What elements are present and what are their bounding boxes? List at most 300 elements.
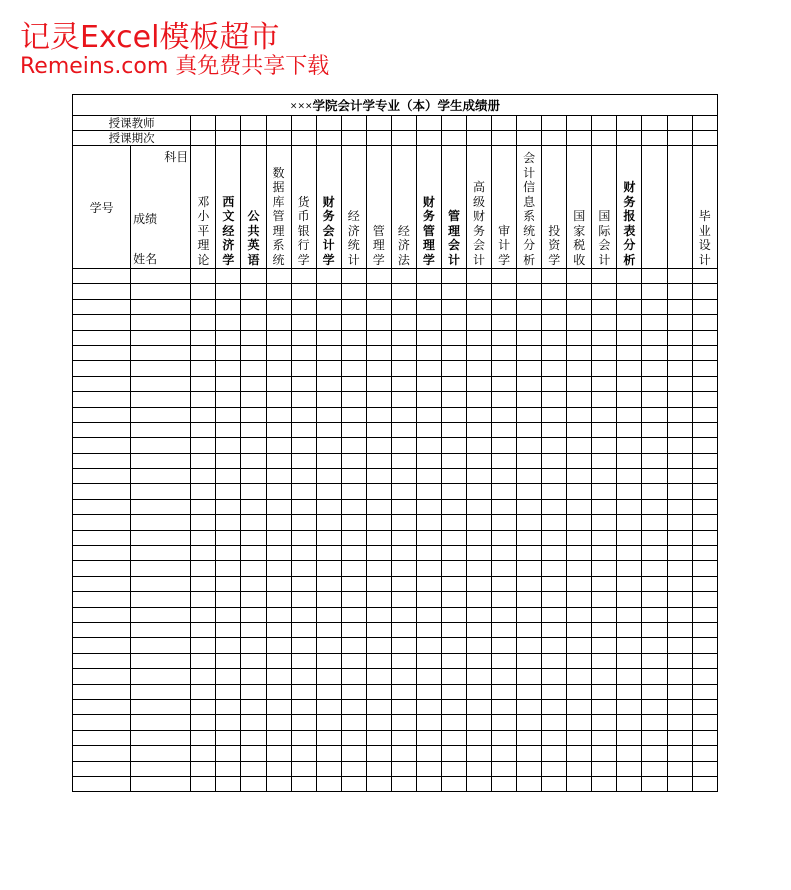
grid-cell[interactable] xyxy=(291,607,316,622)
grid-cell[interactable] xyxy=(73,761,131,776)
grid-cell[interactable] xyxy=(316,669,341,684)
grid-cell[interactable] xyxy=(416,653,441,668)
grid-cell[interactable] xyxy=(617,653,642,668)
grid-cell[interactable] xyxy=(341,484,366,499)
grid-cell[interactable] xyxy=(642,315,667,330)
grid-cell[interactable] xyxy=(191,638,216,653)
grid-cell[interactable] xyxy=(391,484,416,499)
grid-cell[interactable] xyxy=(291,453,316,468)
grid-cell[interactable] xyxy=(517,116,542,131)
grid-cell[interactable] xyxy=(391,638,416,653)
grid-cell[interactable] xyxy=(291,638,316,653)
grid-cell[interactable] xyxy=(266,499,291,514)
grid-cell[interactable] xyxy=(692,730,717,745)
grid-cell[interactable] xyxy=(667,546,692,561)
grid-cell[interactable] xyxy=(492,669,517,684)
grid-cell[interactable] xyxy=(692,669,717,684)
grid-cell[interactable] xyxy=(592,499,617,514)
grid-cell[interactable] xyxy=(73,699,131,714)
grid-cell[interactable] xyxy=(391,422,416,437)
grid-cell[interactable] xyxy=(416,376,441,391)
grid-cell[interactable] xyxy=(667,730,692,745)
grid-cell[interactable] xyxy=(492,576,517,591)
grid-cell[interactable] xyxy=(542,299,567,314)
grid-cell[interactable] xyxy=(341,546,366,561)
grid-cell[interactable] xyxy=(131,592,191,607)
grid-cell[interactable] xyxy=(291,330,316,345)
grid-cell[interactable] xyxy=(416,576,441,591)
grid-cell[interactable] xyxy=(617,484,642,499)
grid-cell[interactable] xyxy=(617,422,642,437)
grid-cell[interactable] xyxy=(692,592,717,607)
grid-cell[interactable] xyxy=(366,269,391,284)
grid-cell[interactable] xyxy=(73,269,131,284)
grid-cell[interactable] xyxy=(366,592,391,607)
grid-cell[interactable] xyxy=(391,453,416,468)
grid-cell[interactable] xyxy=(517,561,542,576)
grid-cell[interactable] xyxy=(391,699,416,714)
grid-cell[interactable] xyxy=(492,638,517,653)
grid-cell[interactable] xyxy=(291,392,316,407)
grid-cell[interactable] xyxy=(416,299,441,314)
grid-cell[interactable] xyxy=(316,592,341,607)
grid-cell[interactable] xyxy=(266,746,291,761)
grid-cell[interactable] xyxy=(517,315,542,330)
grid-cell[interactable] xyxy=(642,622,667,637)
grid-cell[interactable] xyxy=(391,669,416,684)
grid-cell[interactable] xyxy=(517,669,542,684)
grid-cell[interactable] xyxy=(341,438,366,453)
grid-cell[interactable] xyxy=(266,607,291,622)
grid-cell[interactable] xyxy=(391,392,416,407)
grid-cell[interactable] xyxy=(241,392,266,407)
grid-cell[interactable] xyxy=(416,715,441,730)
grid-cell[interactable] xyxy=(592,530,617,545)
grid-cell[interactable] xyxy=(492,684,517,699)
grid-cell[interactable] xyxy=(542,653,567,668)
grid-cell[interactable] xyxy=(266,699,291,714)
grid-cell[interactable] xyxy=(592,561,617,576)
grid-cell[interactable] xyxy=(692,515,717,530)
grid-cell[interactable] xyxy=(216,576,241,591)
grid-cell[interactable] xyxy=(617,546,642,561)
grid-cell[interactable] xyxy=(617,438,642,453)
grid-cell[interactable] xyxy=(341,469,366,484)
grid-cell[interactable] xyxy=(191,561,216,576)
grid-cell[interactable] xyxy=(391,546,416,561)
grid-cell[interactable] xyxy=(131,684,191,699)
grid-cell[interactable] xyxy=(416,269,441,284)
grid-cell[interactable] xyxy=(316,546,341,561)
grid-cell[interactable] xyxy=(467,438,492,453)
grid-cell[interactable] xyxy=(216,546,241,561)
grid-cell[interactable] xyxy=(592,699,617,714)
grid-cell[interactable] xyxy=(266,776,291,791)
grid-cell[interactable] xyxy=(467,592,492,607)
grid-cell[interactable] xyxy=(592,622,617,637)
grid-cell[interactable] xyxy=(416,607,441,622)
grid-cell[interactable] xyxy=(241,730,266,745)
grid-cell[interactable] xyxy=(366,284,391,299)
grid-cell[interactable] xyxy=(216,361,241,376)
grid-cell[interactable] xyxy=(667,699,692,714)
grid-cell[interactable] xyxy=(341,330,366,345)
grid-cell[interactable] xyxy=(241,361,266,376)
grid-cell[interactable] xyxy=(73,422,131,437)
grid-cell[interactable] xyxy=(642,116,667,131)
grid-cell[interactable] xyxy=(216,469,241,484)
grid-cell[interactable] xyxy=(467,499,492,514)
grid-cell[interactable] xyxy=(131,546,191,561)
grid-cell[interactable] xyxy=(592,453,617,468)
grid-cell[interactable] xyxy=(642,746,667,761)
grid-cell[interactable] xyxy=(692,622,717,637)
grid-cell[interactable] xyxy=(467,530,492,545)
grid-cell[interactable] xyxy=(592,684,617,699)
grid-cell[interactable] xyxy=(316,699,341,714)
grid-cell[interactable] xyxy=(391,345,416,360)
grid-cell[interactable] xyxy=(341,269,366,284)
grid-cell[interactable] xyxy=(216,269,241,284)
grid-cell[interactable] xyxy=(391,730,416,745)
grid-cell[interactable] xyxy=(416,392,441,407)
grid-cell[interactable] xyxy=(216,684,241,699)
grid-cell[interactable] xyxy=(266,653,291,668)
grid-cell[interactable] xyxy=(492,422,517,437)
grid-cell[interactable] xyxy=(642,638,667,653)
grid-cell[interactable] xyxy=(467,315,492,330)
grid-cell[interactable] xyxy=(441,546,466,561)
grid-cell[interactable] xyxy=(131,653,191,668)
grid-cell[interactable] xyxy=(391,284,416,299)
grid-cell[interactable] xyxy=(241,131,266,146)
grid-cell[interactable] xyxy=(131,607,191,622)
grid-cell[interactable] xyxy=(567,576,592,591)
grid-cell[interactable] xyxy=(216,284,241,299)
grid-cell[interactable] xyxy=(191,422,216,437)
grid-cell[interactable] xyxy=(441,392,466,407)
grid-cell[interactable] xyxy=(366,638,391,653)
grid-cell[interactable] xyxy=(73,730,131,745)
grid-cell[interactable] xyxy=(291,345,316,360)
grid-cell[interactable] xyxy=(517,422,542,437)
grid-cell[interactable] xyxy=(642,453,667,468)
grid-cell[interactable] xyxy=(692,376,717,391)
grid-cell[interactable] xyxy=(642,515,667,530)
grid-cell[interactable] xyxy=(391,622,416,637)
grid-cell[interactable] xyxy=(191,345,216,360)
grid-cell[interactable] xyxy=(692,116,717,131)
grid-cell[interactable] xyxy=(592,653,617,668)
grid-cell[interactable] xyxy=(291,699,316,714)
grid-cell[interactable] xyxy=(492,746,517,761)
grid-cell[interactable] xyxy=(667,622,692,637)
grid-cell[interactable] xyxy=(416,546,441,561)
grid-cell[interactable] xyxy=(492,376,517,391)
grid-cell[interactable] xyxy=(216,484,241,499)
grid-cell[interactable] xyxy=(517,546,542,561)
grid-cell[interactable] xyxy=(291,622,316,637)
grid-cell[interactable] xyxy=(567,438,592,453)
grid-cell[interactable] xyxy=(241,284,266,299)
grid-cell[interactable] xyxy=(191,730,216,745)
grid-cell[interactable] xyxy=(642,530,667,545)
grid-cell[interactable] xyxy=(492,653,517,668)
grid-cell[interactable] xyxy=(692,330,717,345)
grid-cell[interactable] xyxy=(416,330,441,345)
grid-cell[interactable] xyxy=(517,438,542,453)
grid-cell[interactable] xyxy=(266,299,291,314)
grid-cell[interactable] xyxy=(241,546,266,561)
grid-cell[interactable] xyxy=(567,422,592,437)
grid-cell[interactable] xyxy=(667,592,692,607)
grid-cell[interactable] xyxy=(642,376,667,391)
grid-cell[interactable] xyxy=(131,484,191,499)
grid-cell[interactable] xyxy=(692,776,717,791)
grid-cell[interactable] xyxy=(441,453,466,468)
grid-cell[interactable] xyxy=(316,345,341,360)
grid-cell[interactable] xyxy=(416,453,441,468)
grid-cell[interactable] xyxy=(492,330,517,345)
grid-cell[interactable] xyxy=(266,116,291,131)
grid-cell[interactable] xyxy=(416,515,441,530)
grid-cell[interactable] xyxy=(266,453,291,468)
grid-cell[interactable] xyxy=(416,776,441,791)
grid-cell[interactable] xyxy=(391,269,416,284)
grid-cell[interactable] xyxy=(241,345,266,360)
grid-cell[interactable] xyxy=(617,315,642,330)
grid-cell[interactable] xyxy=(266,376,291,391)
grid-cell[interactable] xyxy=(517,746,542,761)
grid-cell[interactable] xyxy=(441,330,466,345)
grid-cell[interactable] xyxy=(341,746,366,761)
grid-cell[interactable] xyxy=(73,345,131,360)
grid-cell[interactable] xyxy=(567,131,592,146)
grid-cell[interactable] xyxy=(73,469,131,484)
grid-cell[interactable] xyxy=(131,699,191,714)
grid-cell[interactable] xyxy=(467,730,492,745)
grid-cell[interactable] xyxy=(291,592,316,607)
grid-cell[interactable] xyxy=(291,284,316,299)
grid-cell[interactable] xyxy=(341,576,366,591)
grid-cell[interactable] xyxy=(216,131,241,146)
grid-cell[interactable] xyxy=(467,715,492,730)
grid-cell[interactable] xyxy=(642,407,667,422)
grid-cell[interactable] xyxy=(642,484,667,499)
grid-cell[interactable] xyxy=(241,592,266,607)
grid-cell[interactable] xyxy=(416,684,441,699)
grid-cell[interactable] xyxy=(191,530,216,545)
grid-cell[interactable] xyxy=(617,376,642,391)
grid-cell[interactable] xyxy=(416,530,441,545)
grid-cell[interactable] xyxy=(241,315,266,330)
grid-cell[interactable] xyxy=(266,715,291,730)
grid-cell[interactable] xyxy=(441,746,466,761)
grid-cell[interactable] xyxy=(692,761,717,776)
grid-cell[interactable] xyxy=(416,499,441,514)
grid-cell[interactable] xyxy=(416,699,441,714)
grid-cell[interactable] xyxy=(241,515,266,530)
grid-cell[interactable] xyxy=(467,299,492,314)
grid-cell[interactable] xyxy=(492,592,517,607)
grid-cell[interactable] xyxy=(542,515,567,530)
grid-cell[interactable] xyxy=(366,116,391,131)
grid-cell[interactable] xyxy=(241,299,266,314)
grid-cell[interactable] xyxy=(592,607,617,622)
grid-cell[interactable] xyxy=(266,730,291,745)
grid-cell[interactable] xyxy=(291,761,316,776)
grid-cell[interactable] xyxy=(266,546,291,561)
grid-cell[interactable] xyxy=(73,438,131,453)
grid-cell[interactable] xyxy=(592,746,617,761)
grid-cell[interactable] xyxy=(467,345,492,360)
grid-cell[interactable] xyxy=(441,761,466,776)
grid-cell[interactable] xyxy=(191,116,216,131)
grid-cell[interactable] xyxy=(467,761,492,776)
grid-cell[interactable] xyxy=(592,131,617,146)
grid-cell[interactable] xyxy=(542,438,567,453)
grid-cell[interactable] xyxy=(131,561,191,576)
grid-cell[interactable] xyxy=(416,131,441,146)
grid-cell[interactable] xyxy=(366,746,391,761)
grid-cell[interactable] xyxy=(692,607,717,622)
grid-cell[interactable] xyxy=(441,515,466,530)
grid-cell[interactable] xyxy=(441,715,466,730)
grid-cell[interactable] xyxy=(216,407,241,422)
grid-cell[interactable] xyxy=(517,699,542,714)
grid-cell[interactable] xyxy=(73,653,131,668)
grid-cell[interactable] xyxy=(441,653,466,668)
grid-cell[interactable] xyxy=(567,592,592,607)
grid-cell[interactable] xyxy=(542,622,567,637)
grid-cell[interactable] xyxy=(667,638,692,653)
grid-cell[interactable] xyxy=(542,576,567,591)
grid-cell[interactable] xyxy=(366,684,391,699)
grid-cell[interactable] xyxy=(341,422,366,437)
grid-cell[interactable] xyxy=(667,515,692,530)
grid-cell[interactable] xyxy=(441,315,466,330)
grid-cell[interactable] xyxy=(131,761,191,776)
grid-cell[interactable] xyxy=(316,284,341,299)
grid-cell[interactable] xyxy=(266,330,291,345)
grid-cell[interactable] xyxy=(517,345,542,360)
grid-cell[interactable] xyxy=(667,407,692,422)
grid-cell[interactable] xyxy=(642,730,667,745)
grid-cell[interactable] xyxy=(131,299,191,314)
grid-cell[interactable] xyxy=(341,530,366,545)
grid-cell[interactable] xyxy=(492,561,517,576)
grid-cell[interactable] xyxy=(241,376,266,391)
grid-cell[interactable] xyxy=(667,361,692,376)
grid-cell[interactable] xyxy=(617,561,642,576)
grid-cell[interactable] xyxy=(441,284,466,299)
grid-cell[interactable] xyxy=(642,422,667,437)
grid-cell[interactable] xyxy=(517,376,542,391)
grid-cell[interactable] xyxy=(592,315,617,330)
grid-cell[interactable] xyxy=(191,361,216,376)
grid-cell[interactable] xyxy=(542,746,567,761)
grid-cell[interactable] xyxy=(692,438,717,453)
grid-cell[interactable] xyxy=(366,330,391,345)
grid-cell[interactable] xyxy=(131,407,191,422)
grid-cell[interactable] xyxy=(441,345,466,360)
grid-cell[interactable] xyxy=(366,131,391,146)
grid-cell[interactable] xyxy=(266,622,291,637)
grid-cell[interactable] xyxy=(291,715,316,730)
grid-cell[interactable] xyxy=(517,592,542,607)
grid-cell[interactable] xyxy=(131,469,191,484)
grid-cell[interactable] xyxy=(316,684,341,699)
grid-cell[interactable] xyxy=(316,761,341,776)
grid-cell[interactable] xyxy=(266,392,291,407)
grid-cell[interactable] xyxy=(617,515,642,530)
grid-cell[interactable] xyxy=(416,361,441,376)
grid-cell[interactable] xyxy=(391,299,416,314)
grid-cell[interactable] xyxy=(692,561,717,576)
grid-cell[interactable] xyxy=(667,131,692,146)
grid-cell[interactable] xyxy=(241,669,266,684)
grid-cell[interactable] xyxy=(692,576,717,591)
grid-cell[interactable] xyxy=(266,469,291,484)
grid-cell[interactable] xyxy=(191,269,216,284)
grid-cell[interactable] xyxy=(416,438,441,453)
grid-cell[interactable] xyxy=(191,284,216,299)
grid-cell[interactable] xyxy=(216,638,241,653)
grid-cell[interactable] xyxy=(191,576,216,591)
grid-cell[interactable] xyxy=(131,438,191,453)
grid-cell[interactable] xyxy=(391,592,416,607)
grid-cell[interactable] xyxy=(642,761,667,776)
grid-cell[interactable] xyxy=(667,499,692,514)
grid-cell[interactable] xyxy=(592,330,617,345)
grid-cell[interactable] xyxy=(441,469,466,484)
grid-cell[interactable] xyxy=(73,515,131,530)
grid-cell[interactable] xyxy=(366,622,391,637)
grid-cell[interactable] xyxy=(667,530,692,545)
grid-cell[interactable] xyxy=(191,699,216,714)
grid-cell[interactable] xyxy=(692,638,717,653)
grid-cell[interactable] xyxy=(131,715,191,730)
grid-cell[interactable] xyxy=(191,684,216,699)
grid-cell[interactable] xyxy=(542,116,567,131)
grid-cell[interactable] xyxy=(667,761,692,776)
grid-cell[interactable] xyxy=(542,361,567,376)
grid-cell[interactable] xyxy=(131,576,191,591)
grid-cell[interactable] xyxy=(316,376,341,391)
grid-cell[interactable] xyxy=(266,407,291,422)
grid-cell[interactable] xyxy=(517,330,542,345)
grid-cell[interactable] xyxy=(592,715,617,730)
grid-cell[interactable] xyxy=(416,730,441,745)
grid-cell[interactable] xyxy=(692,284,717,299)
grid-cell[interactable] xyxy=(592,438,617,453)
grid-cell[interactable] xyxy=(617,499,642,514)
grid-cell[interactable] xyxy=(291,669,316,684)
grid-cell[interactable] xyxy=(617,453,642,468)
grid-cell[interactable] xyxy=(567,515,592,530)
grid-cell[interactable] xyxy=(617,469,642,484)
grid-cell[interactable] xyxy=(341,315,366,330)
grid-cell[interactable] xyxy=(441,684,466,699)
grid-cell[interactable] xyxy=(391,530,416,545)
grid-cell[interactable] xyxy=(592,576,617,591)
grid-cell[interactable] xyxy=(642,299,667,314)
grid-cell[interactable] xyxy=(216,761,241,776)
grid-cell[interactable] xyxy=(567,330,592,345)
grid-cell[interactable] xyxy=(341,776,366,791)
grid-cell[interactable] xyxy=(542,422,567,437)
grid-cell[interactable] xyxy=(366,315,391,330)
